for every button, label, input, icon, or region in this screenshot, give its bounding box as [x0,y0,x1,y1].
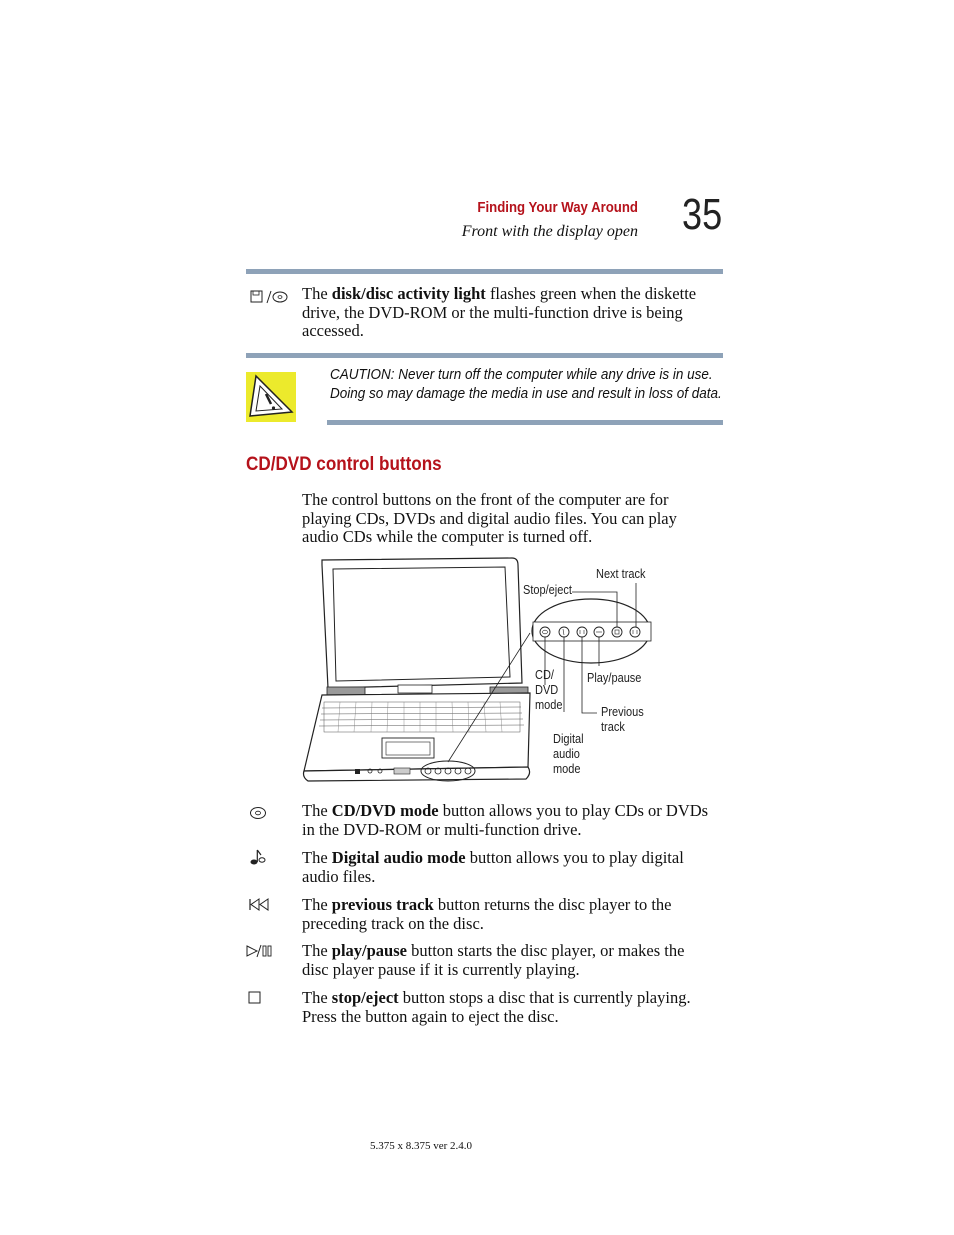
text: preceding track on the disc. [302,913,484,933]
chapter-title: Finding Your Way Around [477,199,638,216]
desc-digital-audio-mode [302,849,732,886]
desc-cd-dvd-mode [302,802,732,839]
term: previous track [331,895,434,914]
text: button stops a disc that is currently playing. [398,988,691,1007]
label-next-track: Next track [596,567,646,581]
page-number: 35 [682,190,723,239]
term: CD/DVD mode [331,801,439,820]
term: stop/eject [331,988,399,1007]
text: disc player pause if it is currently playing. [302,959,580,979]
text: button allows you to play CDs or DVDs [438,801,709,820]
page-footer: 5.375 x 8.375 ver 2.4.0 [370,1140,473,1152]
label-previous-track [601,705,644,735]
term-disk-disc-activity-light: disk/disc activity light [331,284,486,303]
text: track [601,720,625,734]
digital-audio-icon [249,848,267,866]
caution-note [330,365,722,403]
text: The [302,284,332,303]
divider-rule [246,269,723,274]
text: button returns the disc player to the [433,895,672,914]
label-cd-dvd-mode [535,668,563,713]
text: audio [553,747,580,761]
section-subtitle: Front with the display open [461,223,638,240]
text: in the DVD-ROM or multi-function drive. [302,819,582,839]
play-pause-icon [246,944,274,958]
text: mode [535,698,563,712]
text: Doing so may damage the media in use and result in loss of data. [330,385,722,402]
intro-paragraph [302,491,732,547]
stop-eject-icon [248,991,262,1005]
text: The [302,988,332,1007]
text: drive, the DVD-ROM or the multi-function drive is being [302,302,683,322]
text: CAUTION: Never turn off the computer while any drive is in use. [330,366,713,383]
text: The [302,895,332,914]
label-digital-audio-mode [553,732,584,777]
text: The [302,941,332,960]
divider-rule [246,353,723,358]
text: DVD [535,683,559,697]
term: play/pause [331,941,407,960]
text: button allows you to play digital [465,848,684,867]
text: accessed. [302,321,364,340]
label-play-pause: Play/pause [587,671,642,685]
text: Previous [601,705,644,719]
desc-previous-track [302,896,732,933]
text: The control buttons on the front of the computer are for [302,490,669,509]
text: playing CDs, DVDs and digital audio files. You can play [302,508,677,528]
text: audio files. [302,866,376,886]
disk-disc-activity-icon [250,289,290,305]
desc-stop-eject [302,989,732,1026]
desc-play-pause [302,942,732,979]
text: audio CDs while the computer is turned off. [302,527,593,546]
label-stop-eject: Stop/eject [523,583,572,597]
text: Press the button again to eject the disc. [302,1006,559,1026]
text: The [302,848,332,867]
term: Digital audio mode [331,848,466,867]
divider-rule [327,420,723,425]
text: CD/ [535,668,554,682]
text: button starts the disc player, or makes the [406,941,685,960]
caution-triangle-icon [246,372,298,424]
text: mode [553,762,581,776]
activity-light-paragraph [302,285,732,341]
text: Digital [553,732,584,746]
previous-track-icon [248,898,270,911]
text: flashes green when the diskette [485,284,697,303]
cd-dvd-mode-icon [249,806,267,820]
text: The [302,801,332,820]
section-heading: CD/DVD control buttons [246,454,442,475]
